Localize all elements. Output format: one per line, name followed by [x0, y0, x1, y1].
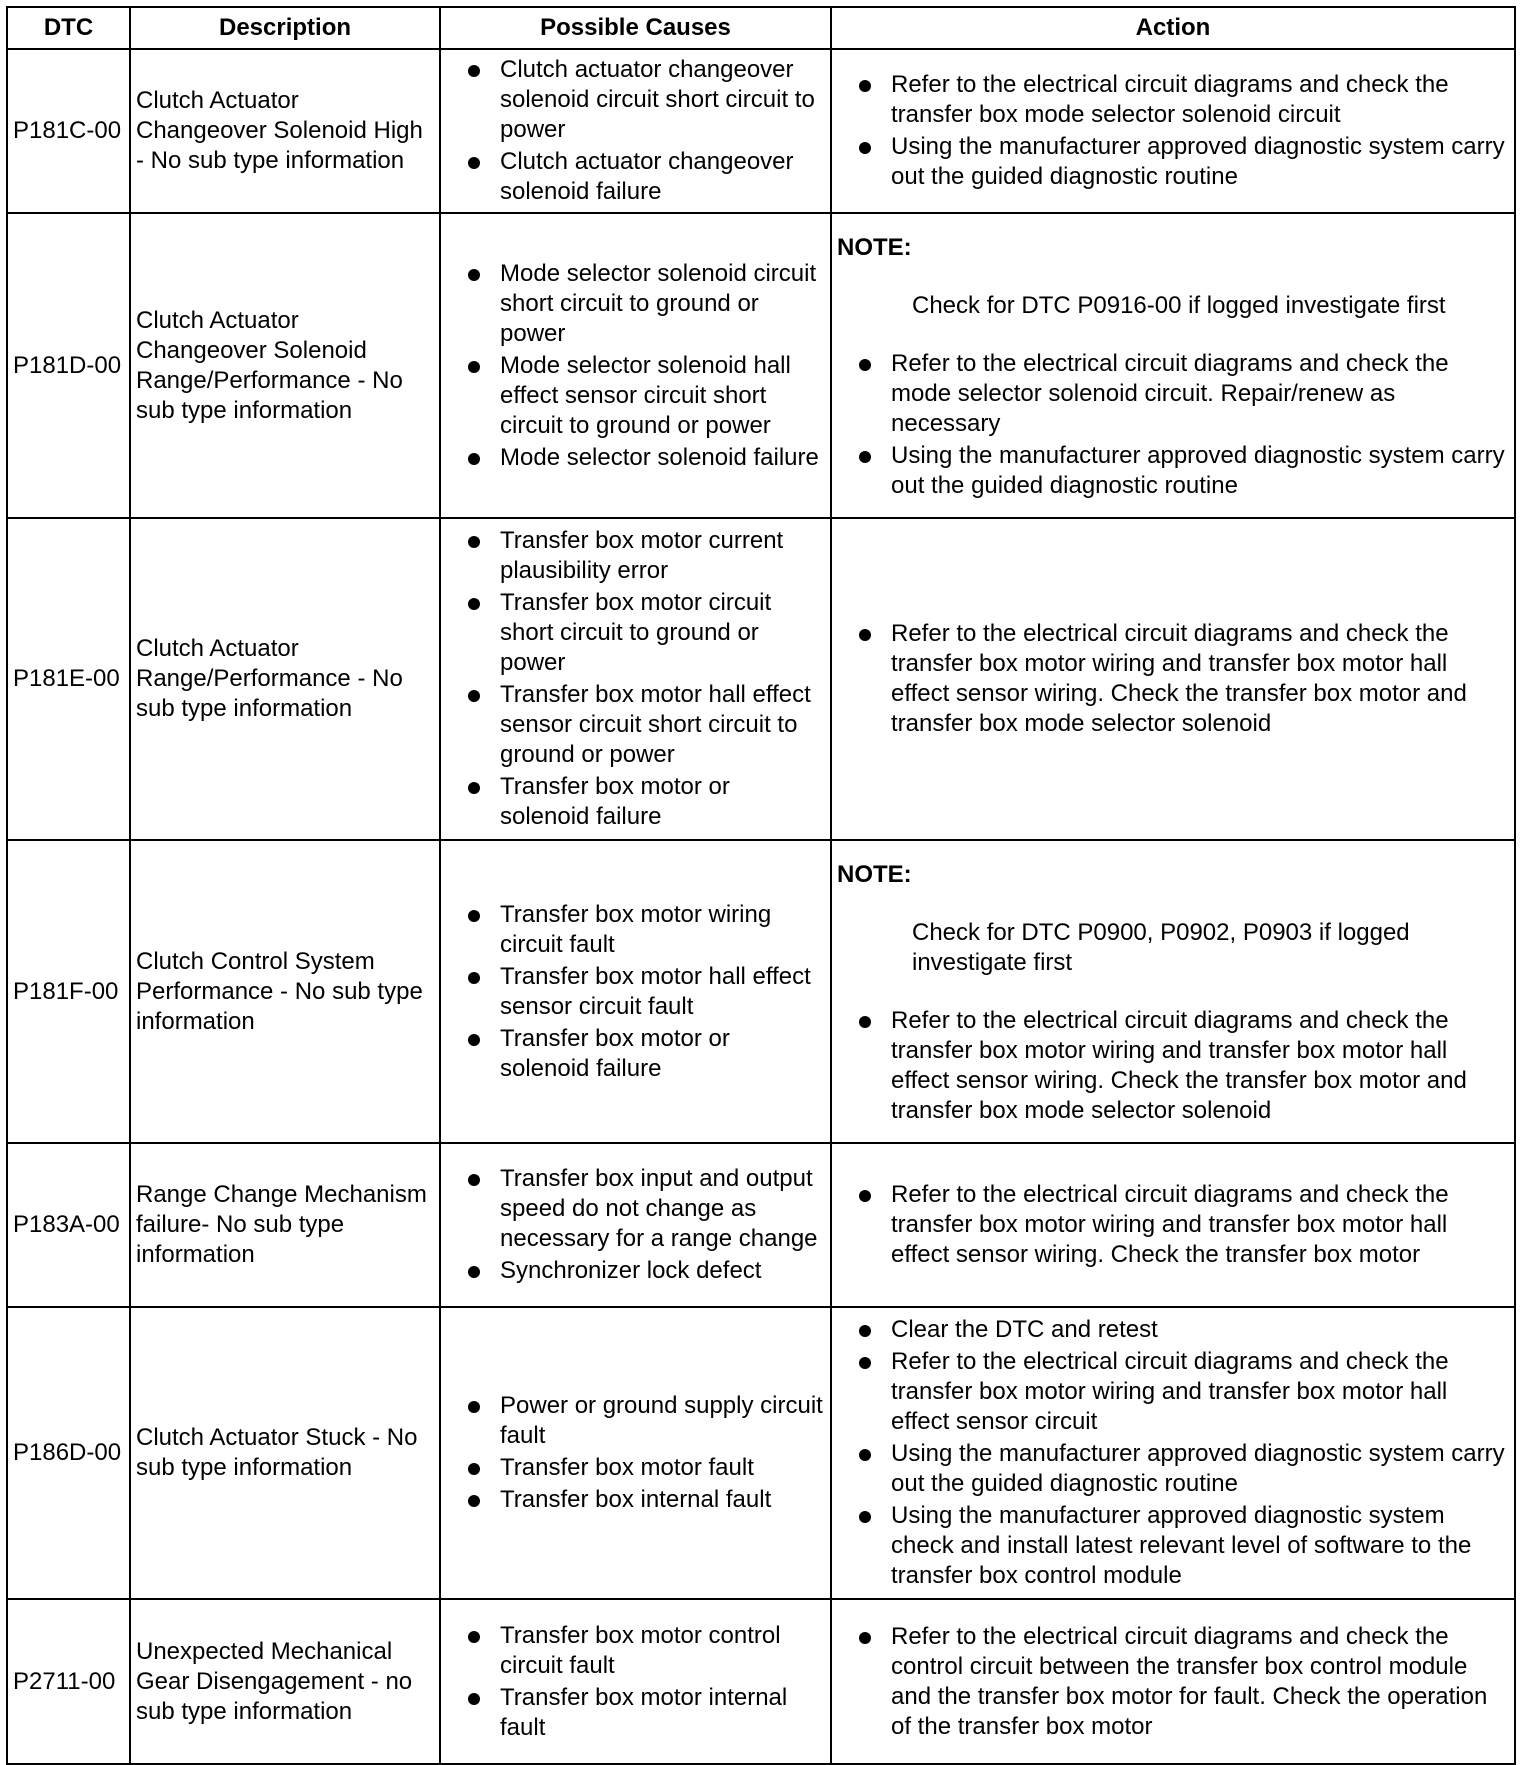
- dtc-description: Unexpected Mechanical Gear Disengagement - no sub type information: [130, 1599, 440, 1764]
- list-item: Transfer box input and output speed do not change as necessary for a range change: [446, 1164, 825, 1254]
- action-cell: [831, 840, 1515, 1143]
- action-cell: [831, 1599, 1515, 1764]
- causes-list: [446, 900, 825, 1084]
- dtc-code: P183A-00: [7, 1143, 130, 1307]
- possible-causes-cell: [440, 213, 831, 518]
- actions-list: [837, 1315, 1509, 1591]
- list-item: Transfer box motor or solenoid failure: [446, 772, 825, 832]
- actions-list: [837, 70, 1509, 192]
- list-item: Transfer box internal fault: [446, 1485, 825, 1515]
- table-row: [7, 1307, 1515, 1599]
- possible-causes-cell: [440, 518, 831, 840]
- dtc-code: P181E-00: [7, 518, 130, 840]
- causes-list: [446, 526, 825, 832]
- list-item: Transfer box motor or solenoid failure: [446, 1024, 825, 1084]
- note-text: Check for DTC P0916-00 if logged investigate first: [912, 291, 1446, 319]
- action-cell: [831, 1307, 1515, 1599]
- header-description: Description: [130, 7, 440, 49]
- action-cell: [831, 1143, 1515, 1307]
- dtc-description: Clutch Actuator Changeover Solenoid High - No sub type information: [130, 49, 440, 213]
- actions-list: [837, 1006, 1509, 1126]
- table-row: [7, 213, 1515, 518]
- action-cell: [831, 213, 1515, 518]
- list-item: Refer to the electrical circuit diagrams and check the transfer box motor wiring and transfer box motor hall effect sensor wiring. Check the transfer box motor: [837, 1180, 1509, 1270]
- list-item: Transfer box motor internal fault: [446, 1683, 825, 1743]
- list-item: Clear the DTC and retest: [837, 1315, 1509, 1345]
- possible-causes-cell: [440, 840, 831, 1143]
- list-item: Transfer box motor fault: [446, 1453, 825, 1483]
- action-cell: [831, 49, 1515, 213]
- actions-list: [837, 619, 1509, 739]
- dtc-description: Range Change Mechanism failure- No sub type information: [130, 1143, 440, 1307]
- list-item: Refer to the electrical circuit diagrams and check the transfer box motor wiring and transfer box motor hall effect sensor circuit: [837, 1347, 1509, 1437]
- possible-causes-cell: [440, 49, 831, 213]
- list-item: Transfer box motor circuit short circuit to ground or power: [446, 588, 825, 678]
- list-item: Using the manufacturer approved diagnostic system check and install latest relevant level of software to the transfer box control module: [837, 1501, 1509, 1591]
- table-row: [7, 518, 1515, 840]
- table-header-row: [7, 7, 1515, 49]
- dtc-code: P181C-00: [7, 49, 130, 213]
- list-item: Mode selector solenoid hall effect sensor circuit short circuit to ground or power: [446, 351, 825, 441]
- list-item: Transfer box motor wiring circuit fault: [446, 900, 825, 960]
- list-item: Refer to the electrical circuit diagrams and check the transfer box motor wiring and transfer box motor hall effect sensor wiring. Check the transfer box motor and transfer box mode selector solenoid: [837, 1006, 1509, 1126]
- list-item: Transfer box motor control circuit fault: [446, 1621, 825, 1681]
- actions-list: [837, 1622, 1509, 1742]
- note-label: NOTE:: [837, 860, 912, 888]
- causes-list: [446, 259, 825, 473]
- dtc-description: Clutch Control System Performance - No sub type information: [130, 840, 440, 1143]
- header-possible-causes: Possible Causes: [440, 7, 831, 49]
- list-item: Refer to the electrical circuit diagrams and check the mode selector solenoid circuit. Repair/renew as necessary: [837, 349, 1509, 439]
- action-cell: [831, 518, 1515, 840]
- dtc-description: Clutch Actuator Stuck - No sub type information: [130, 1307, 440, 1599]
- list-item: Using the manufacturer approved diagnostic system carry out the guided diagnostic routine: [837, 132, 1509, 192]
- dtc-description: Clutch Actuator Changeover Solenoid Range/Performance - No sub type information: [130, 213, 440, 518]
- note-text: Check for DTC P0900, P0902, P0903 if logged investigate first: [912, 918, 1410, 976]
- possible-causes-cell: [440, 1307, 831, 1599]
- dtc-description: Clutch Actuator Range/Performance - No sub type information: [130, 518, 440, 840]
- list-item: Refer to the electrical circuit diagrams and check the control circuit between the transfer box control module and the transfer box motor for fault. Check the operation of the transfer box motor: [837, 1622, 1509, 1742]
- list-item: Using the manufacturer approved diagnostic system carry out the guided diagnostic routine: [837, 1439, 1509, 1499]
- table-row: [7, 49, 1515, 213]
- causes-list: [446, 55, 825, 207]
- table-row: [7, 840, 1515, 1143]
- list-item: Mode selector solenoid circuit short circuit to ground or power: [446, 259, 825, 349]
- table-row: [7, 1143, 1515, 1307]
- header-action: Action: [831, 7, 1515, 49]
- list-item: Refer to the electrical circuit diagrams and check the transfer box motor wiring and transfer box motor hall effect sensor wiring. Check the transfer box motor and transfer box mode selector solenoid: [837, 619, 1509, 739]
- causes-list: [446, 1164, 825, 1286]
- actions-list: [837, 349, 1509, 501]
- dtc-code: P181D-00: [7, 213, 130, 518]
- causes-list: [446, 1391, 825, 1515]
- actions-list: [837, 1180, 1509, 1270]
- dtc-code: P181F-00: [7, 840, 130, 1143]
- dtc-code: P186D-00: [7, 1307, 130, 1599]
- list-item: Power or ground supply circuit fault: [446, 1391, 825, 1451]
- header-dtc: DTC: [7, 7, 130, 49]
- list-item: Transfer box motor hall effect sensor circuit fault: [446, 962, 825, 1022]
- list-item: Refer to the electrical circuit diagrams and check the transfer box mode selector solenoid circuit: [837, 70, 1509, 130]
- list-item: Mode selector solenoid failure: [446, 443, 825, 473]
- list-item: Transfer box motor hall effect sensor circuit short circuit to ground or power: [446, 680, 825, 770]
- dtc-table: [6, 6, 1516, 1765]
- possible-causes-cell: [440, 1599, 831, 1764]
- note-label: NOTE:: [837, 233, 912, 261]
- list-item: Clutch actuator changeover solenoid circuit short circuit to power: [446, 55, 825, 145]
- list-item: Clutch actuator changeover solenoid failure: [446, 147, 825, 207]
- table-row: [7, 1599, 1515, 1764]
- list-item: Transfer box motor current plausibility error: [446, 526, 825, 586]
- possible-causes-cell: [440, 1143, 831, 1307]
- causes-list: [446, 1621, 825, 1743]
- dtc-code: P2711-00: [7, 1599, 130, 1764]
- list-item: Using the manufacturer approved diagnostic system carry out the guided diagnostic routine: [837, 441, 1509, 501]
- list-item: Synchronizer lock defect: [446, 1256, 825, 1286]
